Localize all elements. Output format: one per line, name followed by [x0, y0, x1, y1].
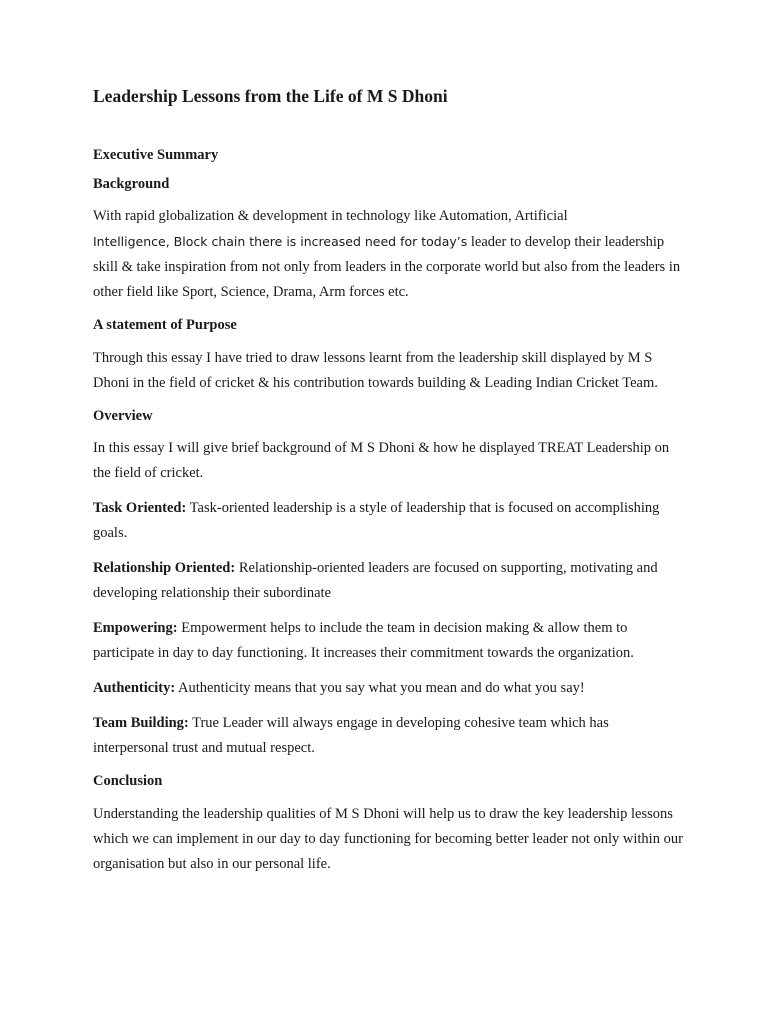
- team-building-paragraph: [93, 711, 683, 761]
- team-building-text: True Leader will always engage in developing cohesive team which has interpersonal trust and mutual respect.: [93, 715, 609, 756]
- relationship-oriented-label: Relationship Oriented:: [93, 560, 236, 576]
- team-building-label: Team Building:: [93, 715, 189, 731]
- background-text-sans: Intelligence, Block chain there is increased need for today’s: [93, 234, 468, 249]
- background-text-line-2: leader to develop their leadership: [467, 234, 665, 250]
- task-oriented-paragraph: [93, 496, 683, 546]
- background-text-rest: skill & take inspiration from not only from leaders in the corporate world but also from the leaders in other field like Sport, Science, Drama, Arm forces etc.: [93, 259, 681, 300]
- authenticity-paragraph: [93, 676, 683, 701]
- conclusion-heading: Conclusion: [93, 773, 163, 789]
- task-oriented-text: Task-oriented leadership is a style of leadership that is focused on accomplishing goals.: [93, 500, 660, 541]
- task-oriented-label: Task Oriented:: [93, 500, 187, 516]
- empowering-label: Empowering:: [93, 620, 178, 636]
- background-paragraph: [93, 204, 683, 305]
- empowering-text: Empowerment helps to include the team in decision making & allow them to participate in day to day functioning. It increases their commitment towards the organization.: [93, 620, 634, 661]
- purpose-heading: A statement of Purpose: [93, 317, 237, 333]
- overview-paragraph: In this essay I will give brief background of M S Dhoni & how he displayed TREAT Leadership on the field of cricket.: [93, 440, 670, 481]
- overview-heading: Overview: [93, 408, 153, 424]
- relationship-oriented-paragraph: [93, 556, 683, 606]
- document-title: Leadership Lessons from the Life of M S Dhoni: [93, 86, 448, 106]
- background-text-line-1: With rapid globalization & development in technology like Automation, Artificial: [93, 208, 568, 224]
- authenticity-label: Authenticity:: [93, 680, 176, 696]
- authenticity-text: Authenticity means that you say what you mean and do what you say!: [175, 680, 585, 696]
- executive-summary-heading: Executive Summary: [93, 147, 219, 163]
- purpose-paragraph: Through this essay I have tried to draw lessons learnt from the leadership skill displayed by M S Dhoni in the field of cricket & his contribution towards building & Leading Indian Cricket Team.: [93, 350, 658, 391]
- conclusion-paragraph: Understanding the leadership qualities of M S Dhoni will help us to draw the key leadership lessons which we can implement in our day to day functioning for becoming better leader not only within our organisation but also in our personal life.: [93, 806, 683, 872]
- document-content: [93, 84, 683, 877]
- empowering-paragraph: [93, 616, 683, 666]
- relationship-oriented-text: Relationship-oriented leaders are focused on supporting, motivating and developing relationship their subordinate: [93, 560, 658, 601]
- background-heading: Background: [93, 176, 170, 192]
